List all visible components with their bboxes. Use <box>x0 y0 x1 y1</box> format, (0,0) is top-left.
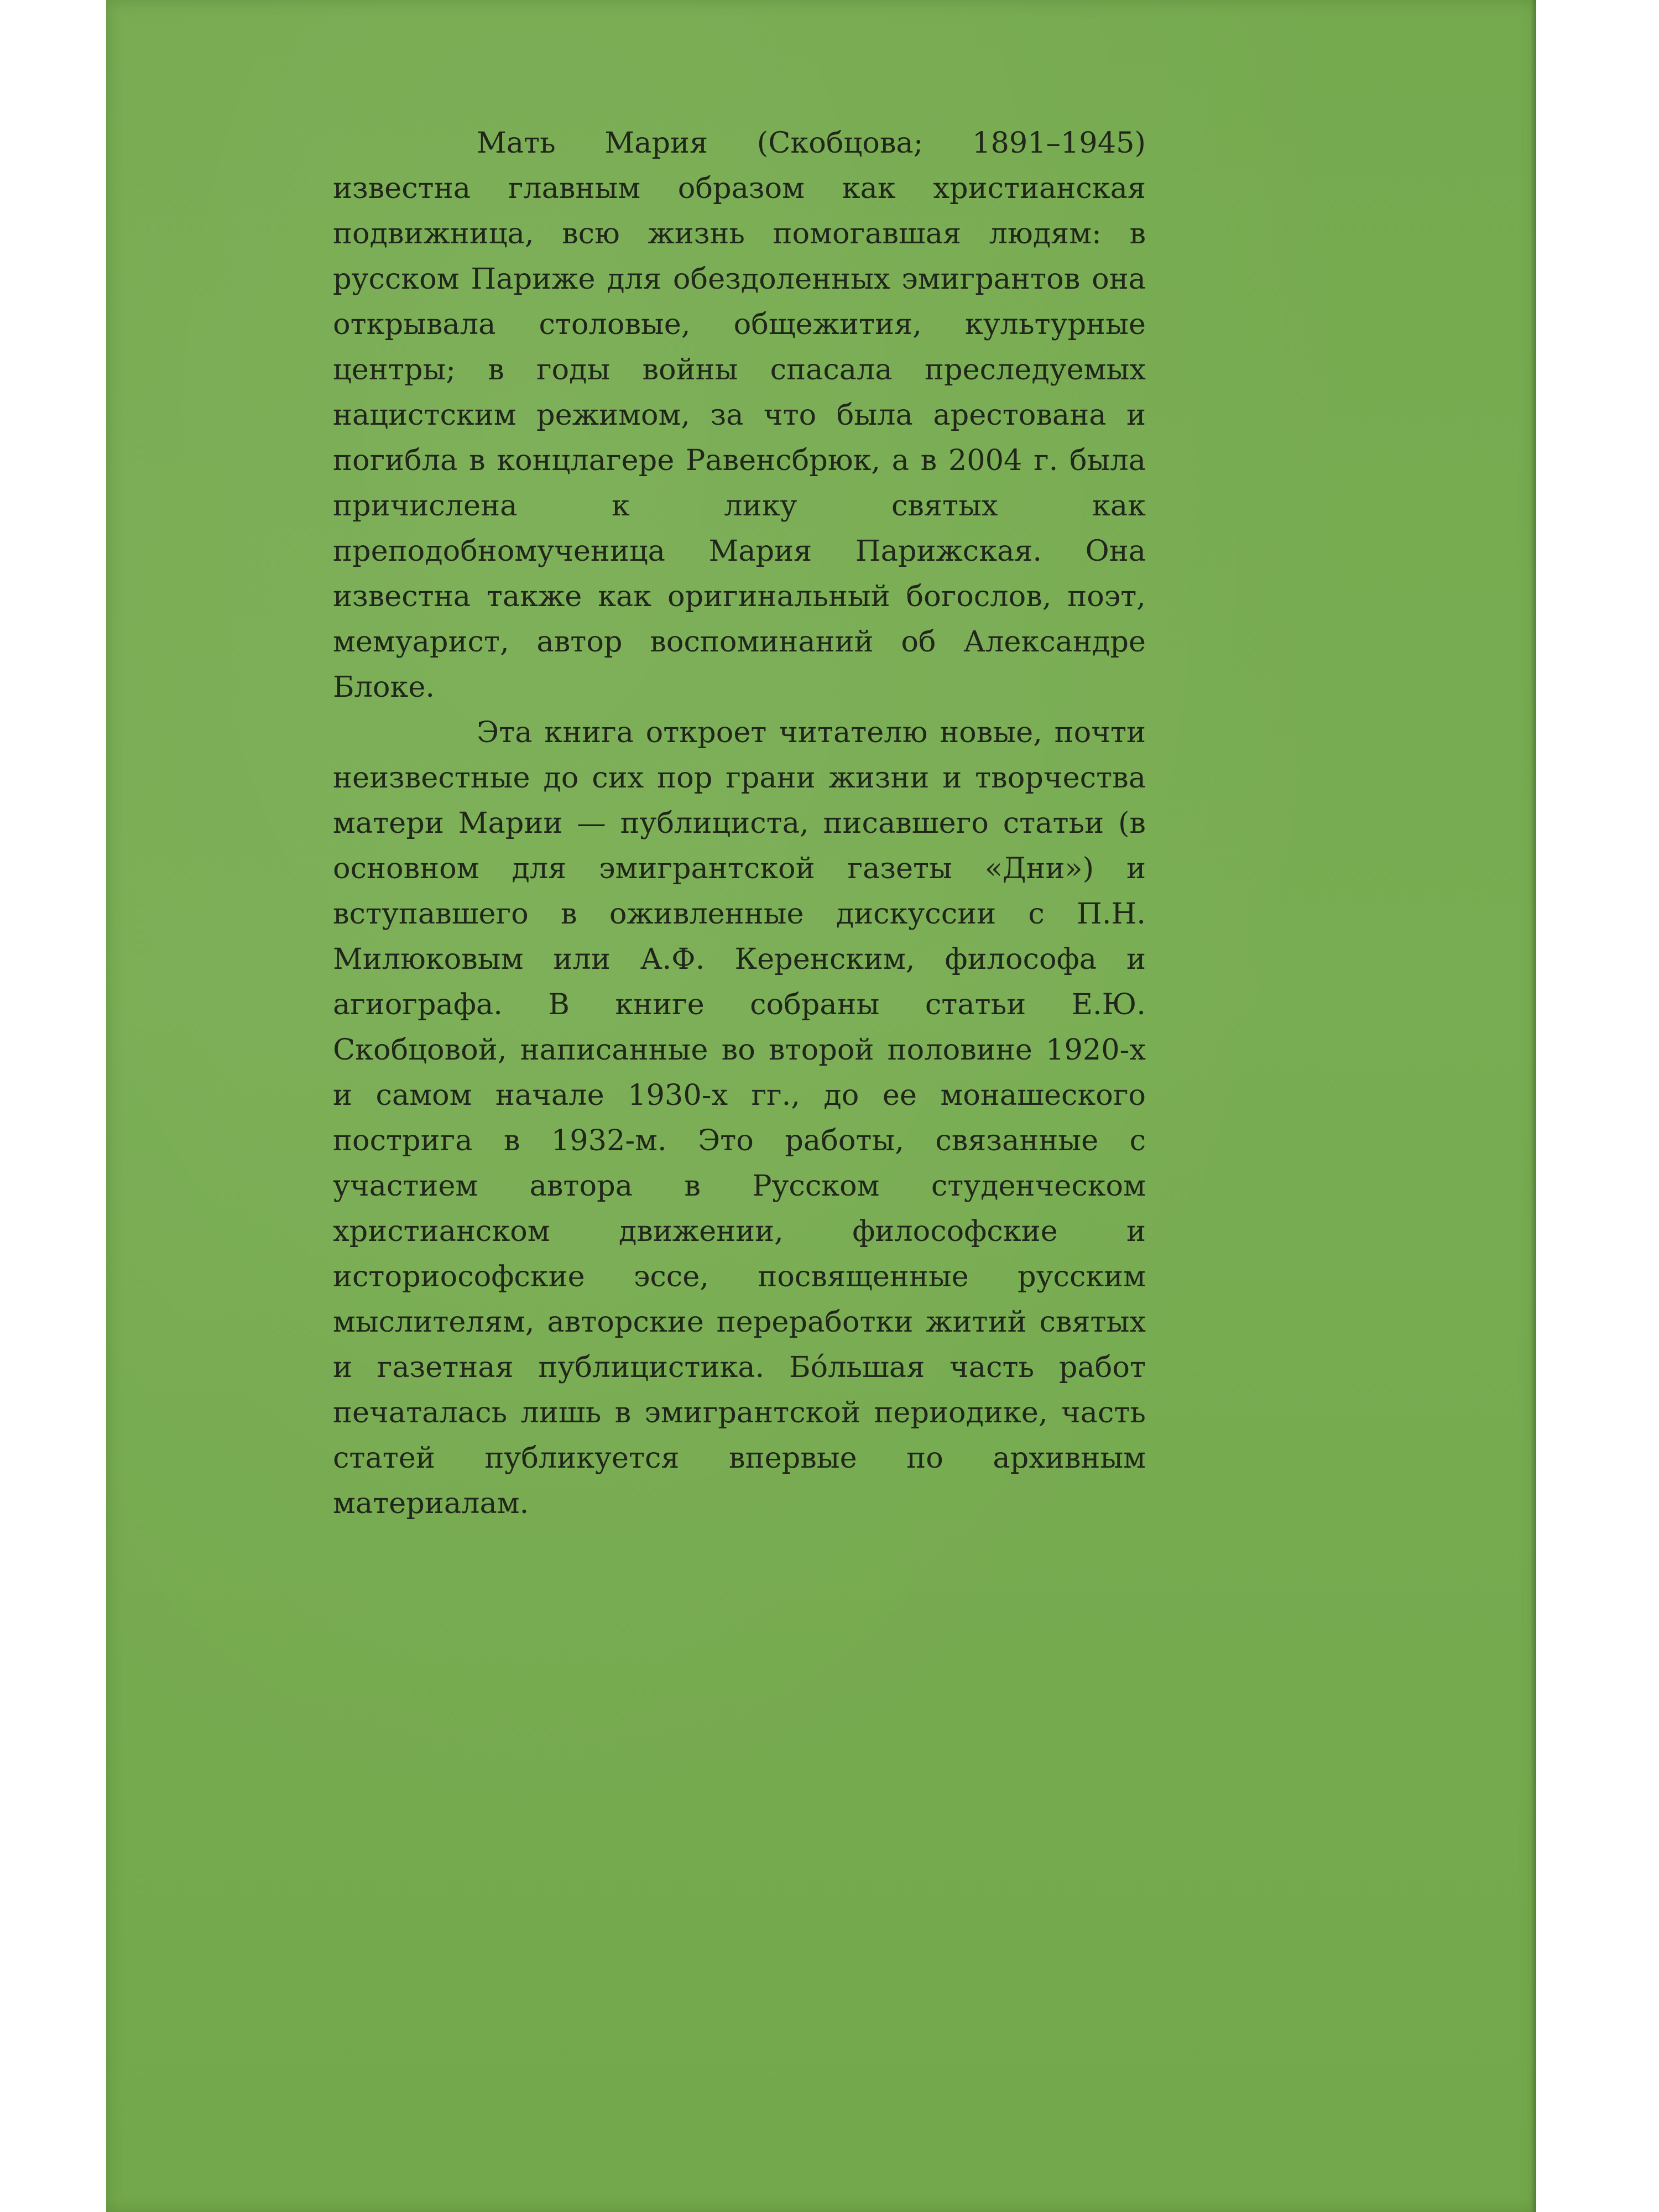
cover-edge-shadow <box>1531 0 1536 2212</box>
blurb-paragraph-2: Эта книга откроет читателю новые, почти неизвестные до сих пор грани жизни и творчества матери Марии — публициста, писавшего статьи (в основном для эмигрантской газеты «Дни») и вступавшего в оживленные дискуссии с П.Н. Милюковым или А.Ф. Керенским, философа и агиографа. В книге собраны статьи Е.Ю. Скобцовой, написанные во второй половине 1920-х и самом начале 1930-х гг., до ее монашеского пострига в 1932-м. Это работы, связанные с участием автора в Русском студенческом христианском движении, философские и историософские эссе, посвященные русским мыслителям, авторские переработки житий святых и газетная публицистика. Бóльшая часть работ печаталась лишь в эмигрантской периодике, часть статей публикуется впервые по архивным материалам. <box>333 716 1146 1520</box>
book-back-cover <box>106 0 1536 2212</box>
cover-blurb <box>333 121 1146 1526</box>
blurb-paragraph-1: Мать Мария (Скобцова; 1891–1945) известна главным образом как христианская подвижница, всю жизнь помогавшая людям: в русском Париже для обездоленных эмигрантов она открывала столовые, общежития, культурные центры; в годы войны спасала преследуемых нацистским режимом, за что была арестована и погибла в концлагере Равенсбрюк, а в 2004 г. была причислена к лику святых как преподобномученица Мария Парижская. Она известна также как оригинальный богослов, поэт, мемуарист, автор воспоминаний об Александре Блоке. <box>333 126 1146 704</box>
